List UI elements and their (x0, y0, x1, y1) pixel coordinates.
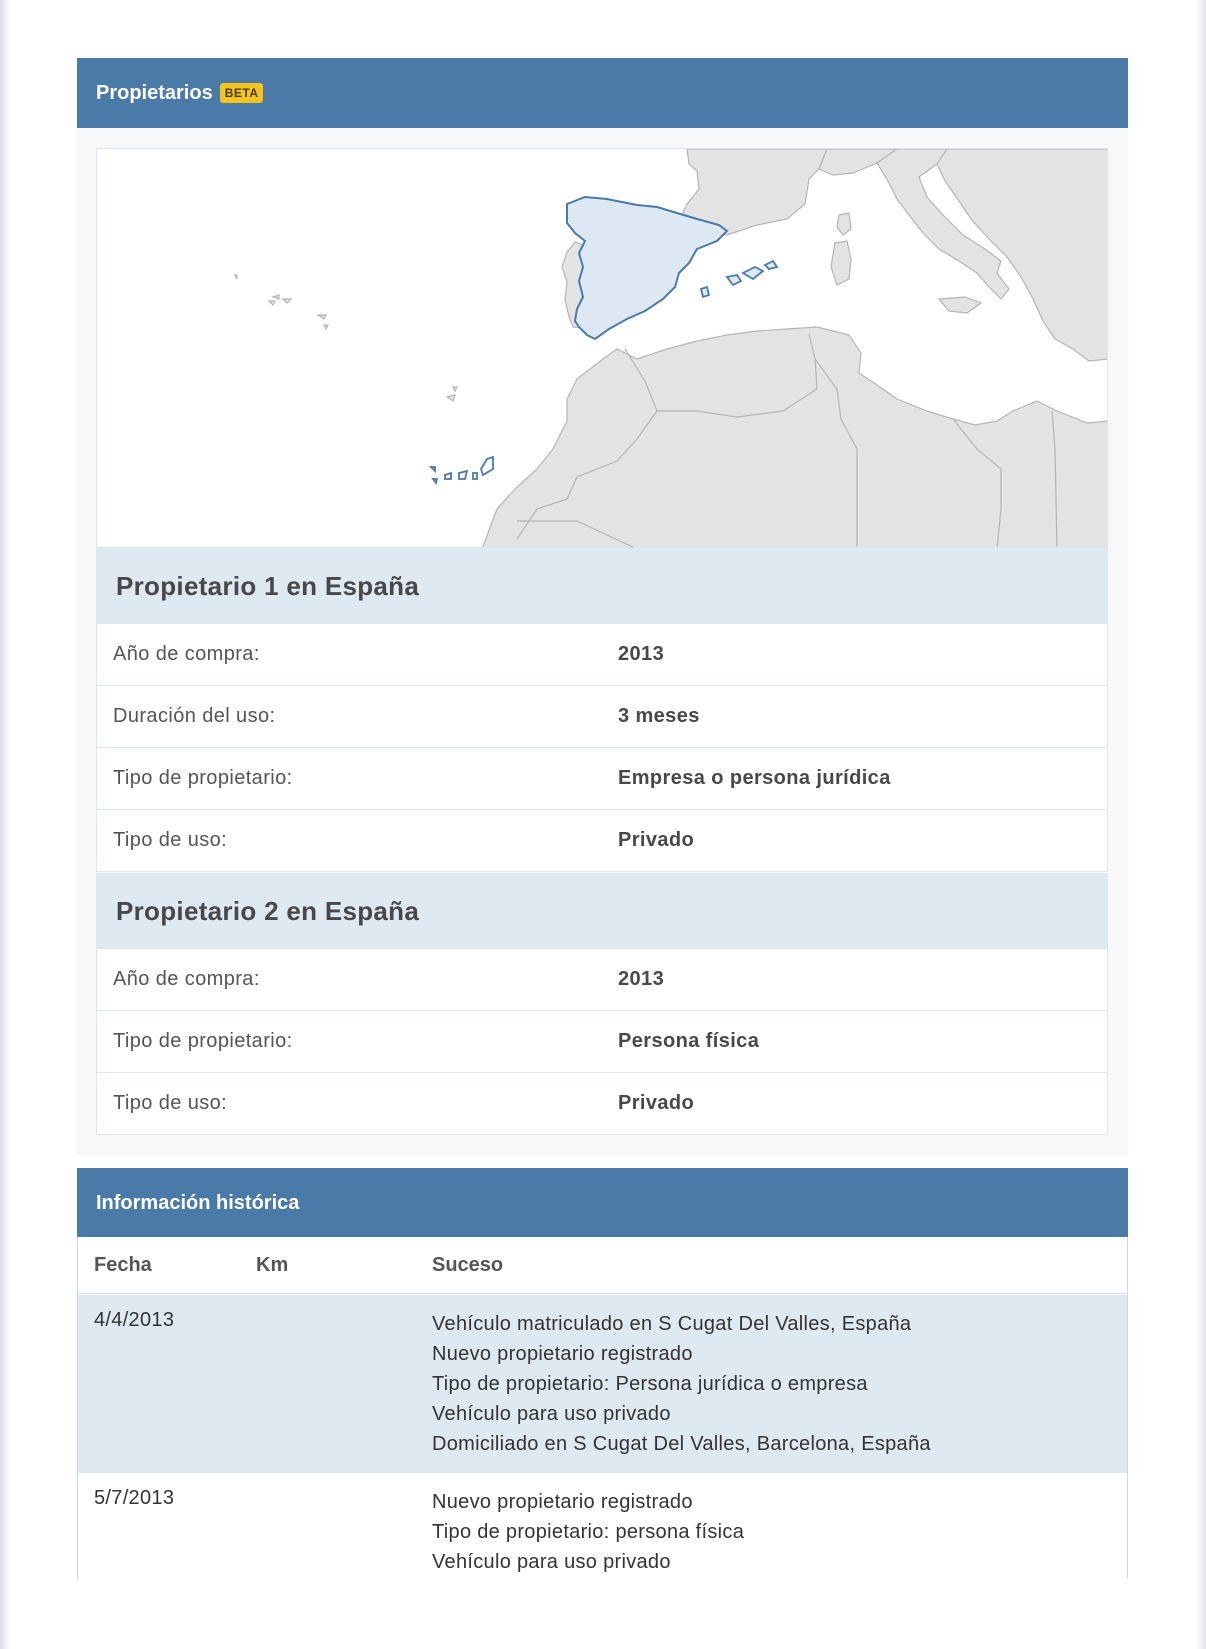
column-header-event: Suceso (432, 1254, 504, 1276)
map-north-africa (482, 327, 1108, 548)
map-madeira (447, 387, 457, 401)
map-balearic-islands (701, 261, 777, 297)
row-value: 2013 (618, 968, 665, 990)
owner-1-row-usage-duration (96, 686, 1108, 748)
owners-card-header (77, 58, 1128, 128)
map-corsica (837, 213, 851, 235)
row-events (432, 1309, 931, 1459)
row-label: Año de compra: (113, 643, 260, 665)
beta-badge: BETA (220, 83, 264, 103)
row-label: Tipo de uso: (113, 1092, 228, 1114)
owners-map (96, 148, 1108, 548)
event-line: Nuevo propietario registrado (432, 1491, 693, 1513)
map-canary-islands (431, 457, 493, 483)
map-azores (235, 275, 328, 329)
row-label: Duración del uso: (113, 705, 276, 727)
history-table-header (78, 1237, 1127, 1294)
column-header-date: Fecha (94, 1254, 152, 1276)
history-card-header (77, 1168, 1128, 1238)
row-label: Tipo de uso: (113, 829, 228, 851)
table-row (78, 1473, 1127, 1579)
row-label: Tipo de propietario: (113, 1030, 293, 1052)
row-value: Privado (618, 829, 695, 851)
row-date: 5/7/2013 (94, 1487, 175, 1509)
row-events (432, 1487, 744, 1577)
event-line: Vehículo para uso privado (432, 1551, 671, 1573)
row-label: Tipo de propietario: (113, 767, 293, 789)
owner-2-row-purchase-year (96, 949, 1108, 1011)
row-value: Empresa o persona jurídica (618, 767, 891, 789)
event-line: Domiciliado en S Cugat Del Valles, Barcelona, España (432, 1433, 931, 1455)
owner-1-row-owner-type (96, 748, 1108, 810)
map-sardinia (831, 241, 851, 285)
row-value: 3 meses (618, 705, 700, 727)
event-line: Tipo de propietario: persona física (432, 1521, 745, 1543)
event-line: Nuevo propietario registrado (432, 1343, 693, 1365)
map-svg (97, 149, 1108, 548)
row-value: Persona física (618, 1030, 760, 1052)
page-edge-right (1196, 0, 1206, 1649)
owner-1-row-purchase-year (96, 624, 1108, 686)
row-date: 4/4/2013 (94, 1309, 175, 1331)
history-card-title: Información histórica (96, 1191, 300, 1214)
owner-2-row-owner-type (96, 1011, 1108, 1073)
history-table (77, 1237, 1128, 1579)
owners-card-title: Propietarios (96, 81, 213, 104)
table-row (78, 1295, 1127, 1473)
event-line: Vehículo matriculado en S Cugat Del Valles, España (432, 1313, 912, 1335)
row-value: 2013 (618, 643, 665, 665)
map-sicily (939, 297, 981, 313)
owner-2-title: Propietario 2 en España (96, 873, 1108, 949)
event-line: Tipo de propietario: Persona jurídica o empresa (432, 1373, 868, 1395)
row-value: Privado (618, 1092, 695, 1114)
page-edge-left (0, 0, 10, 1649)
row-label: Año de compra: (113, 968, 260, 990)
owner-1-title: Propietario 1 en España (96, 548, 1108, 624)
owner-1-row-usage-type (96, 810, 1108, 872)
event-line: Vehículo para uso privado (432, 1403, 671, 1425)
owner-2-row-usage-type (96, 1073, 1108, 1135)
column-header-km: Km (256, 1254, 289, 1276)
